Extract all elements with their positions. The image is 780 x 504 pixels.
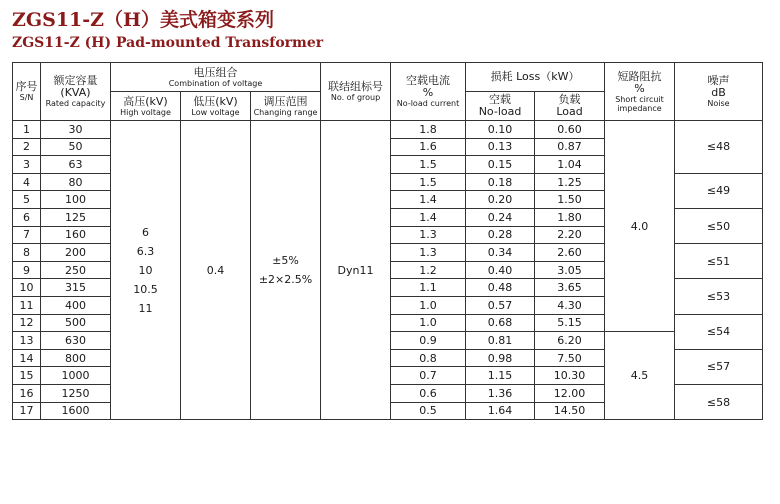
cell-load-loss: 1.50 <box>535 191 605 209</box>
cell-load-loss: 2.20 <box>535 226 605 244</box>
cell-sn: 5 <box>13 191 41 209</box>
header-impedance: 短路阻抗 % Short circuit impedance <box>605 63 675 121</box>
cell-sn: 1 <box>13 121 41 139</box>
cell-noload-current: 1.0 <box>391 314 466 332</box>
header-group: 联结组标号 No. of group <box>321 63 391 121</box>
cell-capacity: 63 <box>41 156 111 174</box>
cell-load-loss: 12.00 <box>535 384 605 402</box>
cell-capacity: 800 <box>41 349 111 367</box>
cell-load-loss: 6.20 <box>535 332 605 350</box>
cell-group: Dyn11 <box>321 121 391 420</box>
header-capacity: 额定容量 (KVA) Rated capacity <box>41 63 111 121</box>
cell-noload-loss: 0.15 <box>466 156 535 174</box>
cell-noload-loss: 0.34 <box>466 244 535 262</box>
cell-load-loss: 3.05 <box>535 261 605 279</box>
cell-noload-loss: 0.48 <box>466 279 535 297</box>
header-noload-loss: 空载 No-load <box>466 92 535 121</box>
header-noload-current: 空载电流 % No-load current <box>391 63 466 121</box>
cell-sn: 6 <box>13 208 41 226</box>
cell-capacity: 315 <box>41 279 111 297</box>
cell-noload-current: 1.1 <box>391 279 466 297</box>
cell-capacity: 1000 <box>41 367 111 385</box>
header-sn: 序号 S/N <box>13 63 41 121</box>
cell-noload-current: 1.4 <box>391 191 466 209</box>
cell-sn: 4 <box>13 173 41 191</box>
cell-impedance: 4.0 <box>605 121 675 332</box>
cell-noload-loss: 0.28 <box>466 226 535 244</box>
cell-noload-loss: 1.15 <box>466 367 535 385</box>
cell-noload-current: 1.5 <box>391 173 466 191</box>
header-high-voltage: 高压(kV) High voltage <box>111 92 181 121</box>
cell-load-loss: 1.25 <box>535 173 605 191</box>
page-title: ZGS11-Z（H）美式箱变系列 <box>12 9 274 31</box>
header-load-loss: 负载 Load <box>535 92 605 121</box>
cell-load-loss: 14.50 <box>535 402 605 420</box>
cell-load-loss: 0.60 <box>535 121 605 139</box>
cell-sn: 17 <box>13 402 41 420</box>
page-subtitle: ZGS11-Z (H) Pad-mounted Transformer <box>12 35 324 51</box>
spec-table <box>12 62 763 420</box>
cell-load-loss: 1.04 <box>535 156 605 174</box>
cell-noload-loss: 0.10 <box>466 121 535 139</box>
header-changing-range: 调压范围 Changing range <box>251 92 321 121</box>
cell-noload-current: 0.7 <box>391 367 466 385</box>
cell-noise: ≤51 <box>675 244 763 279</box>
cell-load-loss: 10.30 <box>535 367 605 385</box>
cell-noload-loss: 1.36 <box>466 384 535 402</box>
cell-sn: 16 <box>13 384 41 402</box>
cell-noload-loss: 0.81 <box>466 332 535 350</box>
cell-noise: ≤57 <box>675 349 763 384</box>
cell-sn: 11 <box>13 296 41 314</box>
cell-sn: 12 <box>13 314 41 332</box>
cell-load-loss: 4.30 <box>535 296 605 314</box>
cell-noload-loss: 0.18 <box>466 173 535 191</box>
cell-noise: ≤58 <box>675 384 763 419</box>
cell-noise: ≤53 <box>675 279 763 314</box>
cell-noise: ≤48 <box>675 121 763 174</box>
cell-noload-current: 0.9 <box>391 332 466 350</box>
cell-sn: 7 <box>13 226 41 244</box>
cell-load-loss: 3.65 <box>535 279 605 297</box>
cell-noload-current: 1.3 <box>391 244 466 262</box>
cell-sn: 8 <box>13 244 41 262</box>
cell-sn: 2 <box>13 138 41 156</box>
cell-noload-current: 1.6 <box>391 138 466 156</box>
cell-noload-loss: 0.68 <box>466 314 535 332</box>
cell-noise: ≤50 <box>675 208 763 243</box>
cell-capacity: 50 <box>41 138 111 156</box>
cell-sn: 14 <box>13 349 41 367</box>
cell-sn: 10 <box>13 279 41 297</box>
header-voltage-combination: 电压组合 Combination of voltage <box>111 63 321 92</box>
cell-noload-loss: 0.57 <box>466 296 535 314</box>
cell-load-loss: 1.80 <box>535 208 605 226</box>
cell-high-voltage: 6 6.3 10 10.5 11 <box>111 121 181 420</box>
cell-noload-current: 0.6 <box>391 384 466 402</box>
cell-sn: 15 <box>13 367 41 385</box>
cell-load-loss: 0.87 <box>535 138 605 156</box>
cell-sn: 3 <box>13 156 41 174</box>
cell-low-voltage: 0.4 <box>181 121 251 420</box>
cell-noload-loss: 0.98 <box>466 349 535 367</box>
cell-load-loss: 7.50 <box>535 349 605 367</box>
cell-noload-current: 1.2 <box>391 261 466 279</box>
cell-capacity: 80 <box>41 173 111 191</box>
cell-sn: 13 <box>13 332 41 350</box>
cell-noload-current: 1.8 <box>391 121 466 139</box>
header-noise: 噪声 dB Noise <box>675 63 763 121</box>
cell-capacity: 250 <box>41 261 111 279</box>
cell-capacity: 400 <box>41 296 111 314</box>
cell-noload-current: 0.5 <box>391 402 466 420</box>
cell-capacity: 1600 <box>41 402 111 420</box>
cell-noise: ≤54 <box>675 314 763 349</box>
cell-noload-current: 1.3 <box>391 226 466 244</box>
cell-capacity: 160 <box>41 226 111 244</box>
cell-capacity: 30 <box>41 121 111 139</box>
cell-noload-loss: 0.13 <box>466 138 535 156</box>
cell-impedance: 4.5 <box>605 332 675 420</box>
table-row <box>13 121 763 139</box>
cell-noload-current: 1.5 <box>391 156 466 174</box>
cell-noload-loss: 0.20 <box>466 191 535 209</box>
cell-noload-current: 1.4 <box>391 208 466 226</box>
cell-capacity: 500 <box>41 314 111 332</box>
cell-noise: ≤49 <box>675 173 763 208</box>
cell-load-loss: 2.60 <box>535 244 605 262</box>
cell-noload-current: 1.0 <box>391 296 466 314</box>
cell-changing-range: ±5% ±2×2.5% <box>251 121 321 420</box>
cell-capacity: 630 <box>41 332 111 350</box>
cell-capacity: 100 <box>41 191 111 209</box>
header-loss: 损耗 Loss（kW） <box>466 63 605 92</box>
cell-load-loss: 5.15 <box>535 314 605 332</box>
cell-noload-loss: 0.24 <box>466 208 535 226</box>
header-low-voltage: 低压(kV) Low voltage <box>181 92 251 121</box>
cell-noload-loss: 1.64 <box>466 402 535 420</box>
cell-capacity: 1250 <box>41 384 111 402</box>
cell-capacity: 125 <box>41 208 111 226</box>
cell-sn: 9 <box>13 261 41 279</box>
cell-capacity: 200 <box>41 244 111 262</box>
cell-noload-current: 0.8 <box>391 349 466 367</box>
cell-noload-loss: 0.40 <box>466 261 535 279</box>
